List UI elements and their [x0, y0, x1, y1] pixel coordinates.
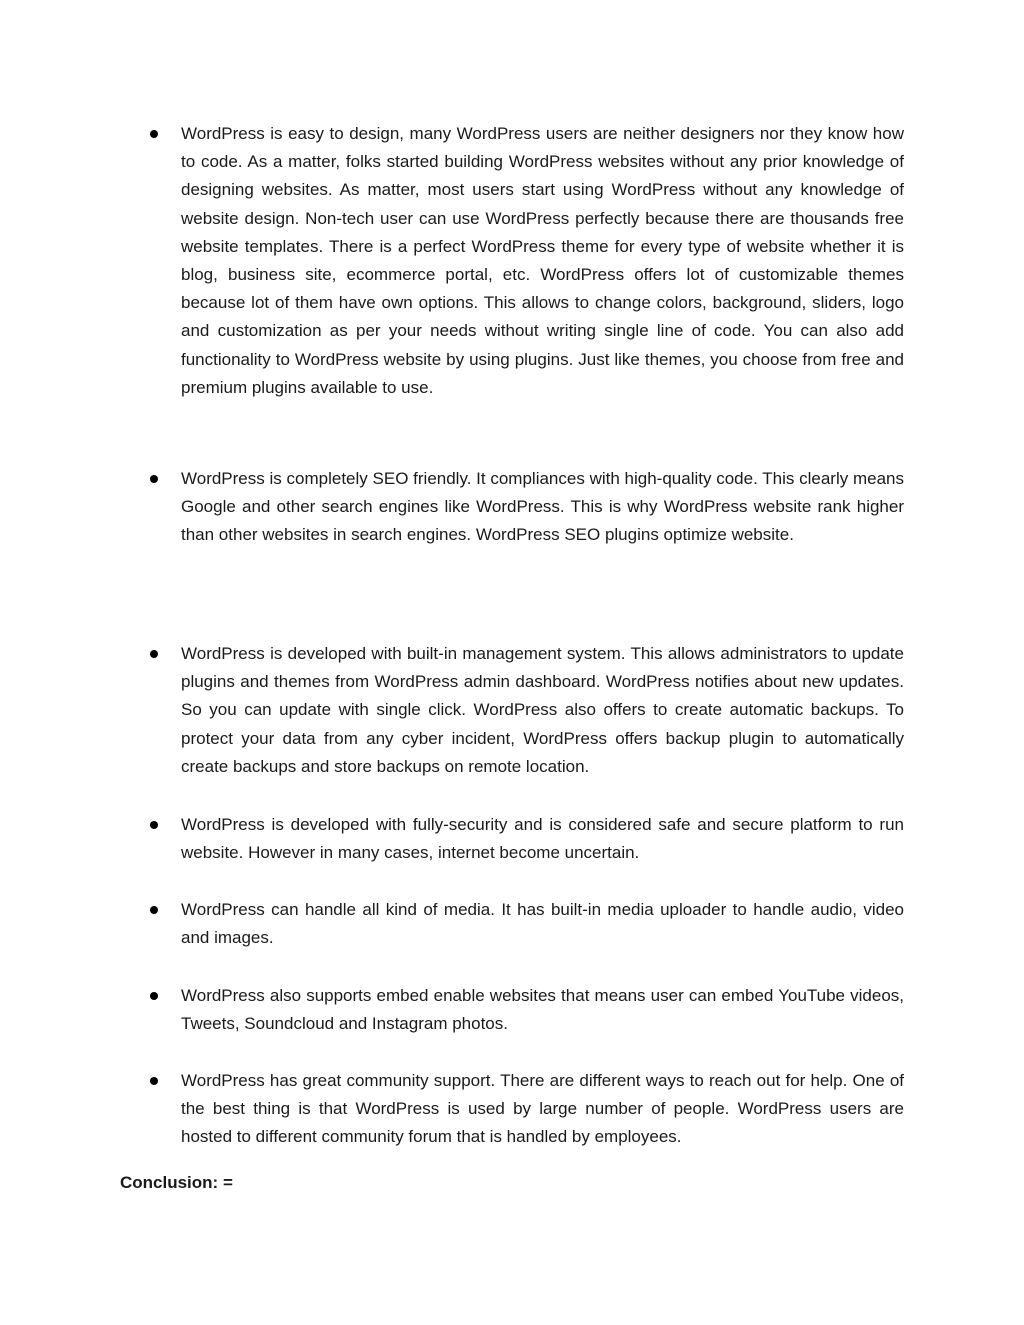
bullet-list-6: [120, 982, 904, 1038]
list-item: [120, 640, 904, 781]
bullet-icon: [150, 475, 158, 483]
list-item-text: WordPress is developed with fully-security and is considered safe and secure platform to run website. However in many cases, internet become uncertain.: [181, 815, 904, 863]
bullet-icon: [150, 821, 158, 829]
list-item-text: WordPress has great community support. There are different ways to reach out for help. One of the best thing is that WordPress is used by large number of people. WordPress users are hosted to different community forum that is handled by employees.: [181, 1071, 904, 1147]
list-item: [120, 811, 904, 867]
bullet-list-3: [120, 640, 904, 781]
bullet-list-7: [120, 1067, 904, 1152]
list-item: [120, 982, 904, 1038]
bullet-icon: [150, 992, 158, 1000]
bullet-icon: [150, 130, 158, 138]
list-item-text: WordPress can handle all kind of media. It has built-in media uploader to handle audio, video and images.: [181, 900, 904, 948]
list-item: [120, 1067, 904, 1152]
bullet-list-5: [120, 896, 904, 952]
list-item: [120, 120, 904, 402]
list-item: [120, 896, 904, 952]
conclusion-heading: Conclusion: =: [120, 1173, 233, 1192]
bullet-list-2: [120, 465, 904, 550]
bullet-icon: [150, 650, 158, 658]
list-item-text: WordPress is completely SEO friendly. It compliances with high-quality code. This clearly means Google and other search engines like WordPress. This is why WordPress website rank higher than other websites in search engines. WordPress SEO plugins optimize website.: [181, 469, 904, 545]
list-item-text: WordPress also supports embed enable websites that means user can embed YouTube videos, Tweets, Soundcloud and Instagram photos.: [181, 986, 904, 1034]
bullet-icon: [150, 906, 158, 914]
bullet-list-4: [120, 811, 904, 867]
bullet-list-1: [120, 120, 904, 402]
list-item-text: WordPress is developed with built-in management system. This allows administrators to update plugins and themes from WordPress admin dashboard. WordPress notifies about new updates. So you can update with single click. WordPress also offers to create automatic backups. To protect your data from any cyber incident, WordPress offers backup plugin to automatically create backups and store backups on remote location.: [181, 644, 904, 776]
bullet-icon: [150, 1077, 158, 1085]
list-item: [120, 465, 904, 550]
list-item-text: WordPress is easy to design, many WordPress users are neither designers nor they know how to code. As a matter, folks started building WordPress websites without any prior knowledge of designing websites. As matter, most users start using WordPress without any knowledge of website design. Non-tech user can use WordPress perfectly because there are thousands free website templates. There is a perfect WordPress theme for every type of website whether it is blog, business site, ecommerce portal, etc. WordPress offers lot of customizable themes because lot of them have own options. This allows to change colors, background, sliders, logo and customization as per your needs without writing single line of code. You can also add functionality to WordPress website by using plugins. Just like themes, you choose from free and premium plugins available to use.: [181, 124, 904, 397]
